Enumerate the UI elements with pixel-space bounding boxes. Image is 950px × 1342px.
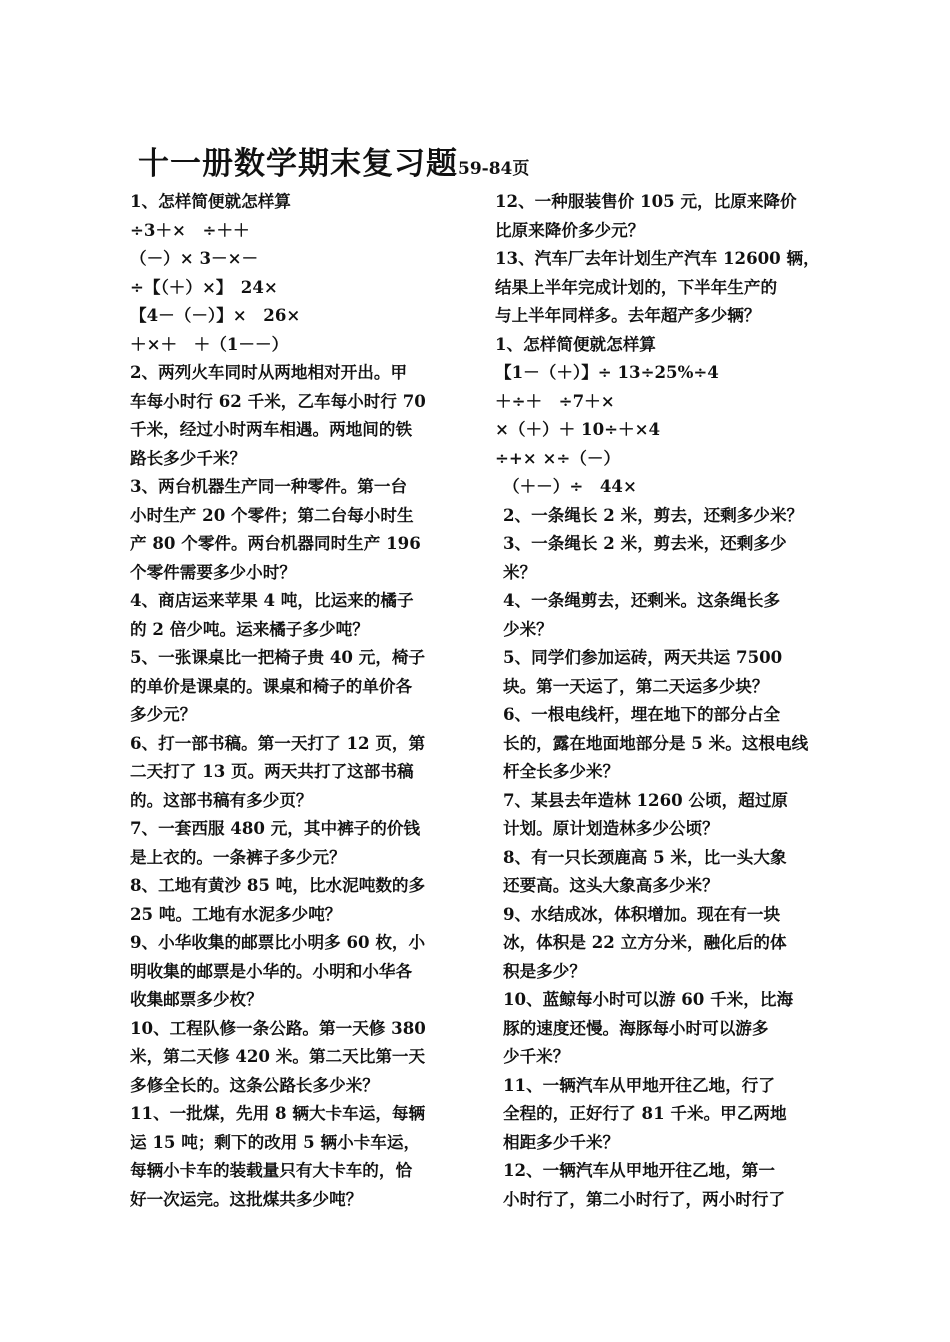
left-column-line: 7、一套西服 480 元，其中裤子的价钱: [130, 818, 421, 838]
right-column-line: 11、一辆汽车从甲地开往乙地，行了: [503, 1074, 775, 1095]
right-column-line: 杆全长多少米？: [503, 761, 620, 781]
left-column-line: 1、怎样简便就怎样算: [130, 191, 291, 211]
left-column-line: 千米，经过小时两车相遇。两地间的铁: [130, 419, 413, 439]
left-column-line: 车每小时行 62 千米，乙车每小时行 70: [130, 390, 426, 411]
left-column-line: 收集邮票多少枚？: [130, 989, 263, 1009]
title-page-range: 59-84页: [458, 159, 530, 179]
left-column-line: 产 80 个零件。两台机器同时生产 196: [130, 533, 421, 553]
left-column-line: 个零件需要多少小时？: [130, 561, 296, 582]
right-column-line: 比原来降价多少元？: [495, 219, 645, 240]
right-column-line: 5、同学们参加运砖，两天共运 7500: [503, 647, 783, 667]
right-column-line: 全程的，正好行了 81 千米。甲乙两地: [503, 1103, 787, 1123]
left-column-line: （－）× 3－×－: [130, 248, 259, 268]
left-column-line: 明收集的邮票是小华的。小明和小华各: [130, 960, 413, 981]
right-column-line: 12、一种服装售价 105 元，比原来降价: [495, 191, 797, 211]
right-column-line: ＋÷＋ ÷7＋×: [495, 390, 615, 411]
right-column-line: 9、水结成冰，体积增加。现在有一块: [503, 903, 781, 924]
right-column-line: 米？: [503, 561, 537, 582]
left-column-line: 运 15 吨；剩下的改用 5 辆小卡车运，: [130, 1131, 421, 1152]
left-column-line: 10、工程队修一条公路。第一天修 380: [130, 1017, 426, 1038]
page-title: [138, 138, 529, 183]
left-column-line: 的 2 倍少吨。运来橘子多少吨？: [130, 618, 369, 639]
left-column-line: 米，第二天修 420 米。第二天比第一天: [130, 1046, 426, 1066]
left-column-line: 8、工地有黄沙 85 吨，比水泥吨数的多: [130, 875, 426, 895]
left-column-line: ÷3＋× ÷＋＋: [130, 219, 250, 240]
right-column-line: 6、一根电线杆，埋在地下的部分占全: [503, 704, 781, 724]
left-column-line: 11、一批煤，先用 8 辆大卡车运，每辆: [130, 1103, 426, 1123]
right-column-line: 豚的速度还慢。海豚每小时可以游多: [503, 1017, 769, 1038]
right-column-line: 计划。原计划造林多少公顷？: [503, 818, 719, 838]
right-column-line: （＋－）÷ 44×: [503, 476, 637, 496]
right-column-line: 块。第一天运了，第二天运多少块？: [503, 675, 769, 696]
left-column-line: ÷【（＋）×】 24×: [130, 276, 278, 297]
left-column-line: 每辆小卡车的装载量只有大卡车的，恰: [130, 1160, 413, 1180]
right-column-line: 8、有一只长颈鹿高 5 米，比一头大象: [503, 846, 787, 867]
left-column-line: 小时生产 20 个零件；第二台每小时生: [130, 504, 414, 525]
right-column-line: 长的，露在地面地部分是 5 米。这根电线: [503, 732, 809, 753]
right-column-line: 12、一辆汽车从甲地开往乙地，第一: [503, 1160, 775, 1180]
right-column-line: 7、某县去年造林 1260 公顷，超过原: [503, 789, 789, 810]
left-column-line: 2、两列火车同时从两地相对开出。甲: [130, 362, 408, 382]
left-column-line: 二天打了 13 页。两天共打了这部书稿: [130, 761, 414, 781]
right-column-line: 冰，体积是 22 立方分米，融化后的体: [503, 932, 787, 952]
right-column: [495, 187, 840, 1213]
right-column-line: ×（＋）＋ 10÷＋×4: [495, 419, 661, 439]
right-column-line: 还要高。这头大象高多少米？: [503, 875, 719, 895]
left-column-line: 9、小华收集的邮票比小明多 60 枚，小: [130, 932, 426, 952]
title-main: 十一册数学期末复习题: [138, 146, 458, 182]
right-column-line: 【1－（＋）】÷ 13÷25%÷4: [495, 362, 719, 382]
left-column-line: 多少元？: [130, 704, 197, 724]
left-column-line: 【4－（－）】× 26×: [130, 305, 301, 325]
right-column-line: 积是多少？: [503, 960, 586, 981]
right-column-line: 4、一条绳剪去，还剩米。这条绳长多: [503, 590, 781, 610]
right-column-line: 结果上半年完成计划的，下半年生产的: [495, 276, 778, 297]
right-column-line: ÷+× ×÷（－）: [495, 447, 621, 468]
left-column-line: 3、两台机器生产同一种零件。第一台: [130, 476, 408, 496]
right-column-line: 13、汽车厂去年计划生产汽车 12600 辆，: [495, 248, 820, 268]
left-column-line: 6、打一部书稿。第一天打了 12 页，第: [130, 732, 426, 753]
right-column-line: 相距多少千米？: [503, 1131, 620, 1152]
left-column-line: 4、商店运来苹果 4 吨，比运来的橘子: [130, 590, 414, 610]
right-column-line: 10、蓝鲸每小时可以游 60 千米，比海: [503, 989, 794, 1009]
left-column-line: 25 吨。工地有水泥多少吨？: [130, 903, 342, 924]
left-column-line: 多修全长的。这条公路长多少米？: [130, 1074, 379, 1095]
right-column-line: 3、一条绳长 2 米，剪去米，还剩多少: [503, 533, 787, 553]
right-column-line: 2、一条绳长 2 米，剪去，还剩多少米？: [503, 504, 804, 525]
right-column-line: 与上半年同样多。去年超产多少辆？: [495, 305, 761, 325]
right-column-line: 少千米？: [503, 1046, 570, 1066]
left-column-line: 好一次运完。这批煤共多少吨？: [130, 1188, 363, 1209]
right-column-line: 1、怎样简便就怎样算: [495, 333, 656, 354]
left-column-line: 是上衣的。一条裤子多少元？: [130, 846, 346, 867]
right-column-line: 少米？: [503, 618, 553, 639]
left-column: [130, 187, 465, 1213]
left-column-line: 路长多少千米？: [130, 447, 247, 468]
left-column-line: ＋×＋ ＋（1－－）: [130, 333, 289, 354]
left-column-line: 的单价是课桌的。课桌和椅子的单价各: [130, 675, 413, 696]
left-column-line: 的。这部书稿有多少页？: [130, 789, 313, 810]
right-column-line: 小时行了，第二小时行了，两小时行了: [503, 1188, 786, 1209]
left-column-line: 5、一张课桌比一把椅子贵 40 元，椅子: [130, 647, 426, 667]
